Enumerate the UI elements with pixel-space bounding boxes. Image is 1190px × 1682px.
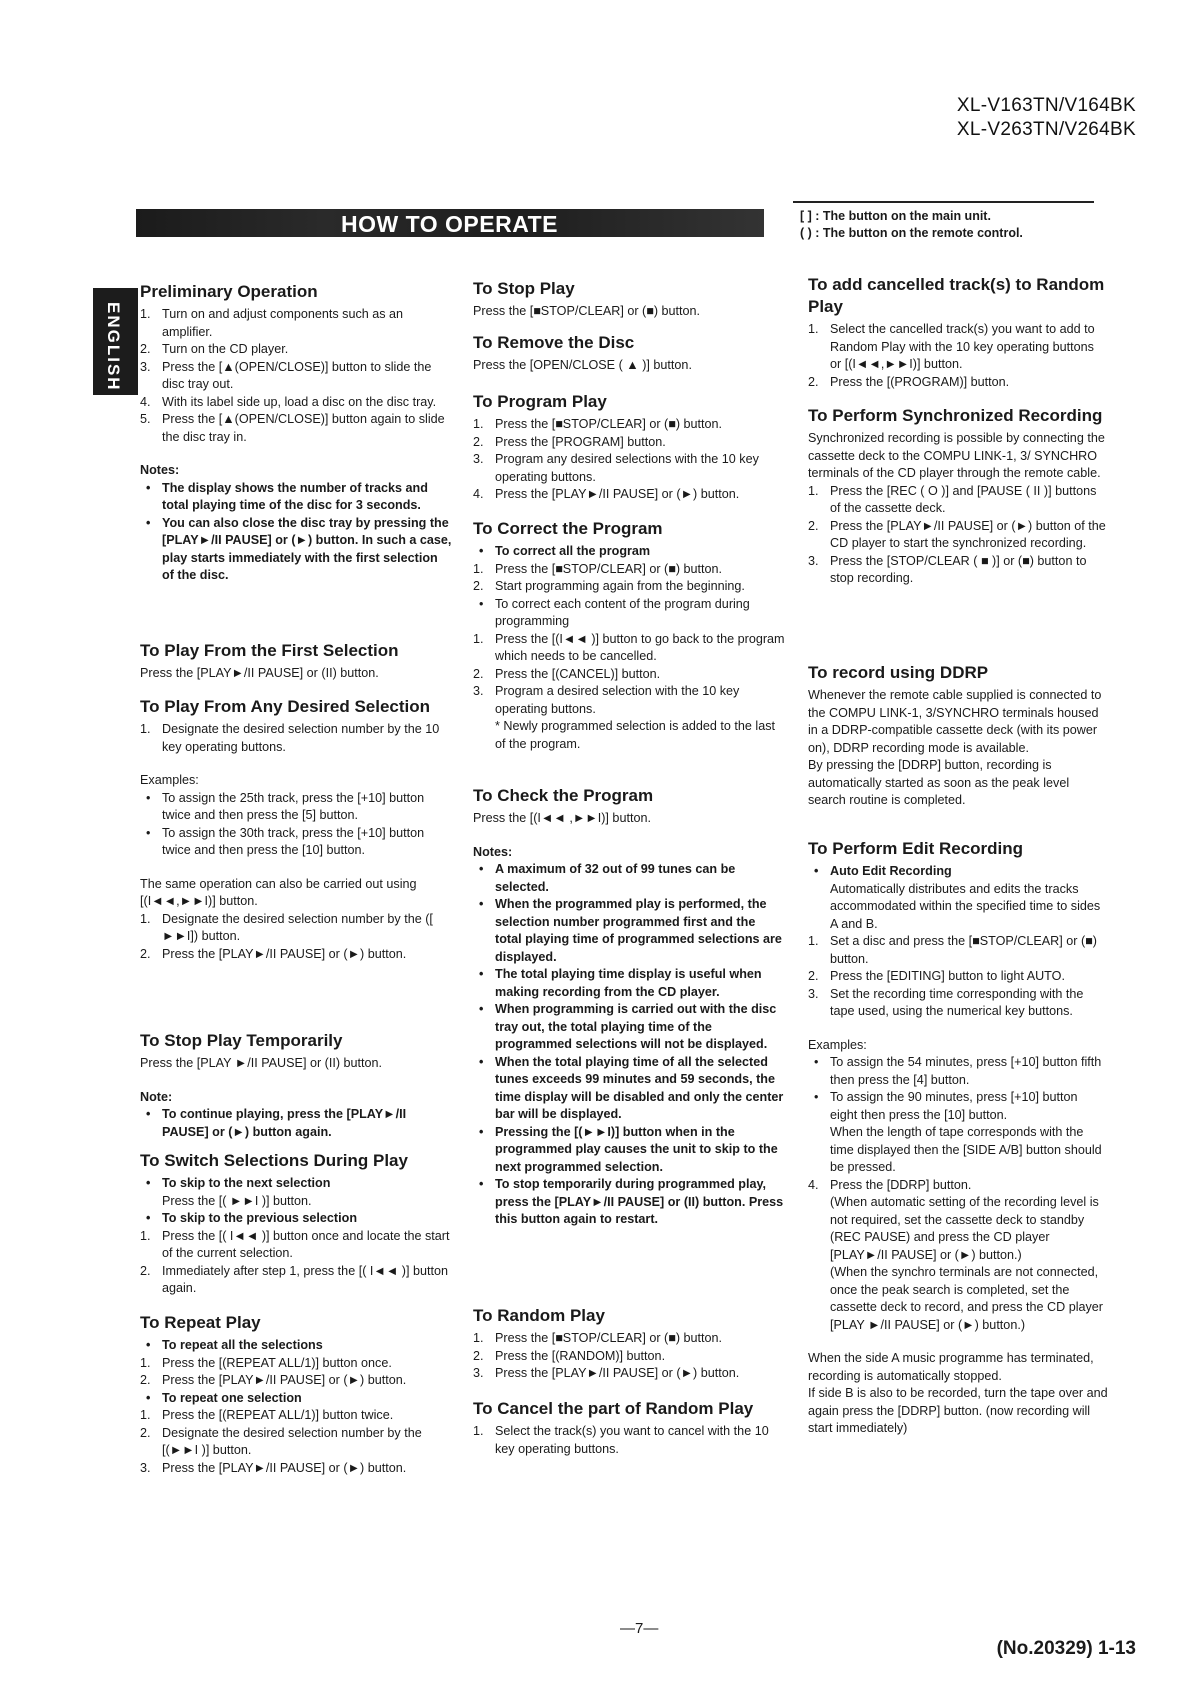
edit-step-4-b: (When the synchro terminals are not connected, once the peak search is completed, set the cassette deck to record, and press the CD player [PLAY ►/II PAUSE] or (►) button.) xyxy=(830,1265,1103,1332)
list-item: 1. Press the [(REPEAT ALL/1)] button twice. xyxy=(140,1408,394,1422)
section-any-selection xyxy=(140,696,452,963)
check-notes xyxy=(473,861,785,1229)
list-item: 2. Immediately after step 1, press the [( I◄◄ )] button again. xyxy=(140,1263,449,1295)
section-stop xyxy=(473,278,785,321)
language-tab xyxy=(93,288,138,395)
list-item: • To assign the 25th track, press the [+10] button twice and then press the [5] button. xyxy=(140,790,452,825)
list-item: 1. Turn on and adjust components such as an amplifier. xyxy=(140,307,404,339)
also-text: The same operation can also be carried out using [(I◄◄,►►I)] button. xyxy=(140,876,417,908)
note-label: Note: xyxy=(140,1089,173,1104)
section-switch-selections xyxy=(140,1150,452,1298)
list-item: • To continue playing, press the [PLAY►/II PAUSE] or (►) button again. xyxy=(140,1106,452,1141)
list-item: 3. Press the [STOP/CLEAR ( ■ )] or (■) button to stop recording. xyxy=(808,553,1087,585)
repeat-one-steps xyxy=(140,1407,452,1477)
heading-preliminary: Preliminary Operation xyxy=(140,282,318,301)
any-selection-steps xyxy=(140,721,452,756)
repeat-all-label xyxy=(140,1337,452,1355)
section-remove xyxy=(473,332,785,375)
list-item: • To correct all the program xyxy=(473,543,785,561)
section-add-cancelled xyxy=(808,274,1108,391)
list-item: • To repeat all the selections xyxy=(140,1337,452,1355)
legend-remote: ( ) : The button on the remote control. xyxy=(800,226,1023,240)
repeat-all-steps xyxy=(140,1355,452,1390)
list-item: 2. Press the [PLAY►/II PAUSE] or (►) button of the CD player to start the synchronized recording. xyxy=(808,518,1106,550)
correct-each-steps xyxy=(473,631,785,719)
list-item: 2. Press the [(PROGRAM)] button. xyxy=(808,374,1010,389)
section-first-selection xyxy=(140,640,452,683)
section-repeat xyxy=(140,1312,452,1477)
list-item: 1. Press the [■STOP/CLEAR] or (■) button. xyxy=(473,561,723,576)
legend-rule xyxy=(793,201,1094,203)
list-item: 1. Press the [■STOP/CLEAR] or (■) button. xyxy=(473,417,723,431)
heading-correct: To Correct the Program xyxy=(473,519,663,538)
preliminary-notes xyxy=(140,480,452,585)
edit-examples-label: Examples: xyxy=(808,1037,867,1052)
heading-random: To Random Play xyxy=(473,1306,605,1325)
check-notes-label: Notes: xyxy=(473,844,513,859)
heading-repeat: To Repeat Play xyxy=(140,1313,261,1332)
banner-title: HOW TO OPERATE xyxy=(341,211,558,237)
section-sync xyxy=(808,405,1108,588)
list-item: • Auto Edit Recording xyxy=(808,863,1108,881)
list-item: 1. Designate the desired selection number by the ([ ►►I]) button. xyxy=(140,911,433,943)
list-item: 2. Press the [PLAY►/II PAUSE] or (►) button. xyxy=(140,946,407,961)
remove-text: Press the [OPEN/CLOSE ( ▲ )] button. xyxy=(473,358,692,372)
list-item: • To skip to the previous selection xyxy=(140,1210,452,1228)
list-item: 1. Press the [REC ( O )] and [PAUSE ( II )] buttons of the cassette deck. xyxy=(808,483,1097,515)
edit-auto-label xyxy=(808,863,1108,881)
switch-prev-label xyxy=(140,1210,452,1228)
first-selection-text: Press the [PLAY►/II PAUSE] or (II) button. xyxy=(140,666,379,680)
section-check xyxy=(473,785,785,1229)
list-item: • When the programmed play is performed, the selection number programmed first and the total playing time of programmed selections are displayed. xyxy=(473,896,785,966)
add-cancelled-steps xyxy=(808,321,1108,391)
list-item: • To correct each content of the program during programming xyxy=(473,596,785,631)
sync-steps xyxy=(808,483,1108,588)
list-item: 1. Press the [(I◄◄ )] button to go back to the program which needs to be cancelled. xyxy=(473,631,785,663)
edit-auto-text: Automatically distributes and edits the tracks accommodated within the specified time to sides A and B. xyxy=(830,881,1101,931)
list-item: • To assign the 54 minutes, press [+10] button fifth then press the [4] button. xyxy=(808,1054,1108,1089)
list-item: 2. Press the [(RANDOM)] button. xyxy=(473,1348,666,1363)
heading-sync: To Perform Synchronized Recording xyxy=(808,406,1103,425)
list-item: • To repeat one selection xyxy=(140,1390,452,1408)
edit-examples-tail: When the length of tape corresponds with the time displayed then the [SIDE A/B] button should be pressed. xyxy=(830,1125,1102,1174)
edit-step-4 xyxy=(808,1177,1108,1195)
list-item: • A maximum of 32 out of 99 tunes can be selected. xyxy=(473,861,785,896)
edit-end-1: When the side A music programme has terminated, recording is automatically stopped. xyxy=(808,1351,1094,1383)
sync-intro: Synchronized recording is possible by connecting the cassette deck to the COMPU LINK-1, 3/ SYNCHRO terminals of the CD player through the remote cable. xyxy=(808,431,1105,480)
list-item: 1. Select the cancelled track(s) you want to add to Random Play with the 10 key operating buttons or [(I◄◄,►►I)] button. xyxy=(808,322,1095,371)
button-legend xyxy=(800,208,1023,242)
edit-steps xyxy=(808,933,1108,1021)
switch-next-text: Press the [( ►►I )] button. xyxy=(162,1193,312,1208)
edit-step-4-a: (When automatic setting of the recording level is not required, set the cassette deck to standby (REC PAUSE) and press the CD player [PLAY►/II PAUSE] or (►) button.) xyxy=(830,1195,1099,1262)
list-item: 1. Designate the desired selection number by the 10 key operating buttons. xyxy=(140,722,440,754)
section-stop-temporarily xyxy=(140,1030,452,1141)
random-steps xyxy=(473,1330,785,1383)
model-numbers xyxy=(957,94,1136,142)
preliminary-steps xyxy=(140,306,452,446)
correct-each-label xyxy=(473,596,785,631)
list-item: 2. Press the [PLAY►/II PAUSE] or (►) button. xyxy=(140,1373,407,1387)
heading-switch-selections: To Switch Selections During Play xyxy=(140,1151,408,1170)
check-text: Press the [(I◄◄ ,►►I)] button. xyxy=(473,811,651,825)
any-selection-examples xyxy=(140,790,452,860)
page-number: —7— xyxy=(620,1620,659,1637)
edit-examples xyxy=(808,1054,1108,1124)
section-cancel-random xyxy=(473,1398,785,1458)
list-item: • The total playing time display is useful when making recording from the CD player. xyxy=(473,966,785,1001)
list-item: 1. Press the [■STOP/CLEAR] or (■) button. xyxy=(473,1331,723,1345)
list-item: 5. Press the [▲(OPEN/CLOSE)] button again to slide the disc tray in. xyxy=(140,412,445,444)
list-item: 2. Turn on the CD player. xyxy=(140,342,289,356)
section-preliminary xyxy=(140,281,452,585)
list-item: • To skip to the next selection xyxy=(140,1175,452,1193)
list-item: 2. Designate the desired selection number by the [(►►I )] button. xyxy=(140,1425,422,1457)
section-banner xyxy=(136,209,764,237)
list-item: 1. Set a disc and press the [■STOP/CLEAR] or (■) button. xyxy=(808,934,1097,966)
list-item: 2. Start programming again from the beginning. xyxy=(473,579,745,593)
list-item: 3. Press the [PLAY►/II PAUSE] or (►) button. xyxy=(473,1366,740,1380)
ddrp-para-1: Whenever the remote cable supplied is connected to the COMPU LINK-1, 3/SYNCHRO terminals housed in a DDRP-compatible cassette deck (with its power on), DDRP recording mode is available. xyxy=(808,688,1102,755)
heading-any-selection: To Play From Any Desired Selection xyxy=(140,697,431,716)
list-item: 4. Press the [PLAY►/II PAUSE] or (►) button. xyxy=(473,487,740,501)
language-label: ENGLISH xyxy=(104,302,123,392)
list-item: 2. Press the [(CANCEL)] button. xyxy=(473,666,661,681)
stop-text: Press the [■STOP/CLEAR] or (■) button. xyxy=(473,304,701,318)
heading-stop: To Stop Play xyxy=(473,279,575,298)
list-item: 1. Select the track(s) you want to cancel with the 10 key operating buttons. xyxy=(473,1424,769,1456)
switch-next-label xyxy=(140,1175,452,1193)
list-item: • Pressing the [(►►I)] button when in the programmed play causes the unit to skip to the next programmed selection. xyxy=(473,1124,785,1177)
document-number: (No.20329) 1-13 xyxy=(996,1638,1136,1659)
edit-end-2: If side B is also to be recorded, turn the tape over and again press the [DDRP] button. (now recording will start immediately) xyxy=(808,1386,1108,1435)
correct-all-steps xyxy=(473,561,785,596)
examples-label: Examples: xyxy=(140,773,199,787)
list-item: • When programming is carried out with the disc tray out, the total playing time of the programmed selections will not be displayed. xyxy=(473,1001,785,1054)
list-item: 3. Program a desired selection with the 10 key operating buttons. xyxy=(473,684,740,716)
model-line-1: XL-V163TN/V164BK xyxy=(956,95,1136,116)
heading-check: To Check the Program xyxy=(473,786,654,805)
heading-stop-temporarily: To Stop Play Temporarily xyxy=(140,1031,343,1050)
list-item: • When the total playing time of all the selected tunes exceeds 99 minutes and 59 seconds, the time display will be disabled and only the center bar will be displayed. xyxy=(473,1054,785,1124)
ddrp-para-2: By pressing the [DDRP] button, recording is automatically started as soon as the peak level search routine is completed. xyxy=(808,758,1070,807)
list-item: 3. Set the recording time corresponding with the tape used, using the numerical key buttons. xyxy=(808,986,1084,1018)
notes-label: Notes: xyxy=(140,463,180,477)
list-item: 4. With its label side up, load a disc on the disc tray. xyxy=(140,394,437,409)
correct-footnote: * Newly programmed selection is added to the last of the program. xyxy=(495,719,776,751)
heading-ddrp: To record using DDRP xyxy=(808,663,989,682)
heading-cancel-random: To Cancel the part of Random Play xyxy=(473,1399,754,1418)
section-correct xyxy=(473,518,785,753)
list-item: 4. Press the [DDRP] button. xyxy=(808,1177,972,1192)
heading-first-selection: To Play From the First Selection xyxy=(140,641,399,660)
list-item: • To assign the 90 minutes, press [+10] button eight then press the [10] button. xyxy=(808,1089,1108,1124)
heading-add-cancelled: To add cancelled track(s) to Random Play xyxy=(808,275,1105,316)
list-item: • You can also close the disc tray by pressing the [PLAY►/II PAUSE] or (►) button. In such a case, play starts immediately with the first selection of the disc. xyxy=(140,515,452,585)
stop-temporarily-note xyxy=(140,1106,452,1141)
model-line-2: XL-V263TN/V264BK xyxy=(956,119,1136,140)
section-edit xyxy=(808,838,1108,1438)
switch-prev-steps xyxy=(140,1228,452,1298)
heading-edit: To Perform Edit Recording xyxy=(808,839,1024,858)
list-item: 2. Press the [EDITING] button to light AUTO. xyxy=(808,969,1065,983)
section-ddrp xyxy=(808,662,1108,810)
list-item: 1. Press the [( I◄◄ )] button once and locate the start of the current selection. xyxy=(140,1228,450,1260)
list-item: • To stop temporarily during programmed play, press the [PLAY►/II PAUSE] or (II) button. Press this button again to restart. xyxy=(473,1176,785,1229)
correct-all-label xyxy=(473,543,785,561)
section-random xyxy=(473,1305,785,1383)
program-steps xyxy=(473,416,785,504)
repeat-one-label xyxy=(140,1390,452,1408)
cancel-random-steps xyxy=(473,1423,785,1458)
heading-remove: To Remove the Disc xyxy=(473,333,635,352)
list-item: 3. Press the [▲(OPEN/CLOSE)] button to slide the disc tray out. xyxy=(140,359,432,391)
any-selection-steps-2 xyxy=(140,911,452,964)
list-item: 3. Press the [PLAY►/II PAUSE] or (►) button. xyxy=(140,1460,407,1475)
legend-main-unit: [ ] : The button on the main unit. xyxy=(800,209,991,223)
section-program xyxy=(473,391,785,504)
list-item: 1. Press the [(REPEAT ALL/1)] button once. xyxy=(140,1355,392,1370)
stop-temporarily-text: Press the [PLAY ►/II PAUSE] or (II) button. xyxy=(140,1056,383,1070)
list-item: 2. Press the [PROGRAM] button. xyxy=(473,434,666,449)
list-item: • To assign the 30th track, press the [+10] button twice and then press the [10] button. xyxy=(140,825,452,860)
heading-program: To Program Play xyxy=(473,392,607,411)
list-item: • The display shows the number of tracks and total playing time of the disc for 3 seconds. xyxy=(140,480,452,515)
list-item: 3. Program any desired selections with the 10 key operating buttons. xyxy=(473,452,759,484)
